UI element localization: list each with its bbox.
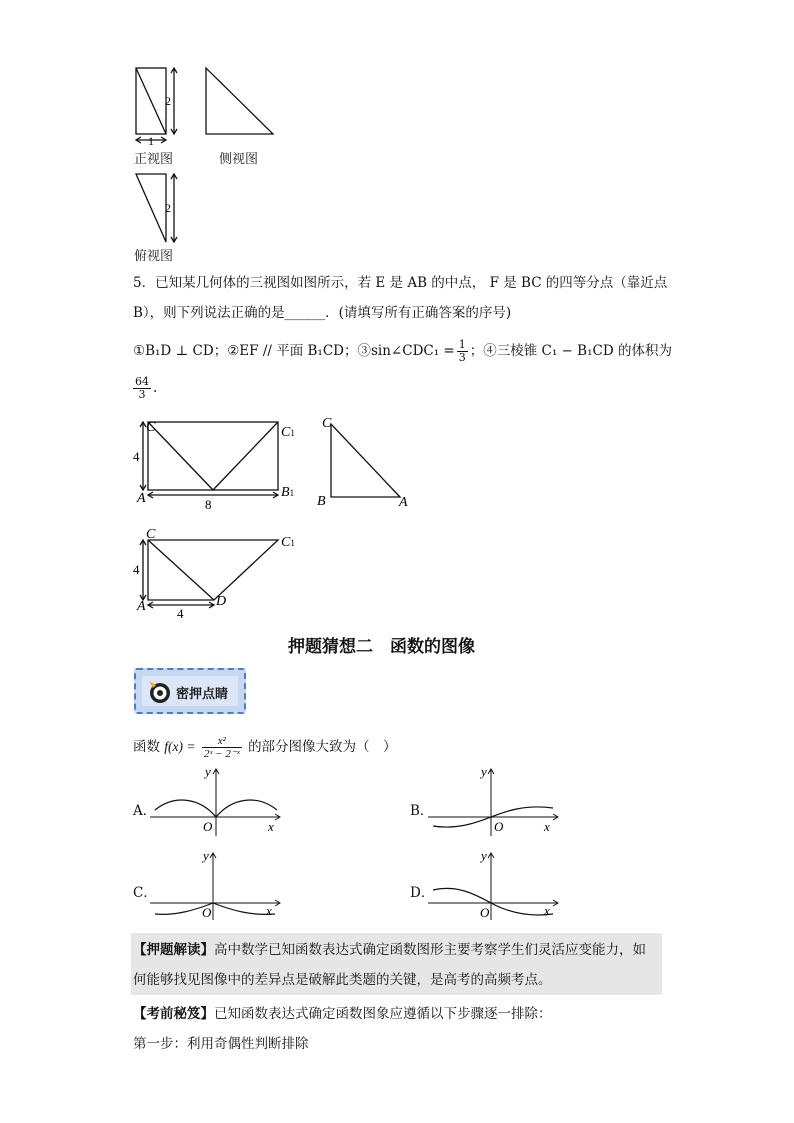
dim-h: 4 xyxy=(133,449,140,464)
graph-c xyxy=(150,848,285,920)
side-view-triangle xyxy=(206,68,273,134)
side-view-caption: 侧视图 xyxy=(219,152,259,167)
label-B1: B1 xyxy=(281,485,295,500)
front-v-lines xyxy=(148,422,278,490)
dim-1-front: 1 xyxy=(148,134,154,148)
q5-options xyxy=(133,339,672,364)
front-view-diagonal xyxy=(136,68,166,134)
badge-label: 密押点睛 xyxy=(176,687,229,702)
graph-b-y: y xyxy=(481,764,487,779)
graph-c-x: x xyxy=(266,903,272,918)
graph-d xyxy=(428,848,563,920)
bottom-diagonal xyxy=(148,540,214,600)
interpretation-line-1 xyxy=(133,940,646,960)
label-A: A xyxy=(137,491,146,506)
q-fx: f(x) = xyxy=(164,739,196,754)
graph-a-x: x xyxy=(268,819,274,834)
q-prefix: 函数 xyxy=(133,739,160,755)
q5-opt-2: ②EF // 平面 B₁CD； xyxy=(227,343,358,359)
option-b-label: B． xyxy=(410,803,434,819)
tips-line xyxy=(133,1004,552,1024)
bottom-quad xyxy=(148,540,278,600)
graph-b xyxy=(428,764,563,836)
side-label-C: C xyxy=(322,416,332,431)
graph-a xyxy=(150,764,285,836)
q5-vol-num: 64 xyxy=(135,375,149,388)
tips-label: 【考前秘笈】 xyxy=(133,1006,214,1022)
graph-d-x: x xyxy=(544,903,550,918)
graph-b-x: x xyxy=(544,819,550,834)
q5-line-2: B），则下列说法正确的是______．(请填写所有正确答案的序号) xyxy=(133,305,512,321)
q5-line-1: 5．已知某几何体的三视图如图所示，若 E 是 AB 的中点， F 是 BC 的四等分点（靠近点 xyxy=(133,275,668,291)
side-label-A: A xyxy=(399,495,408,510)
function-question xyxy=(133,735,397,760)
interpretation-text-1: 高中数学已知函数表达式确定函数图形主要考察学生们灵活应变能力，如 xyxy=(214,942,646,958)
dim-w: 8 xyxy=(205,497,212,512)
dim-2-front: 2 xyxy=(165,94,171,108)
curve-c xyxy=(155,903,275,914)
q5-volume xyxy=(131,376,157,401)
dim-2-top: 2 xyxy=(165,201,171,215)
q5-opt-3: ③sin∠CDC₁ = xyxy=(357,343,455,359)
graph-c-y: y xyxy=(203,848,209,863)
curve-d xyxy=(433,888,553,915)
top-view-caption: 俯视图 xyxy=(134,249,174,264)
graph-a-y: y xyxy=(205,764,211,779)
graph-d-y: y xyxy=(481,848,487,863)
target-icon xyxy=(147,679,173,705)
side-triangle xyxy=(331,424,400,497)
bottom-label-C1: C1 xyxy=(281,535,295,550)
q5-opt-1: ①B₁D ⊥ CD； xyxy=(133,343,228,359)
front-view-caption: 正视图 xyxy=(134,152,174,167)
q5-opt3-num: 1 xyxy=(458,338,466,351)
side-label-B: B xyxy=(317,494,326,509)
label-C: C xyxy=(146,420,156,435)
bottom-label-C: C xyxy=(146,527,156,542)
bottom-label-D: D xyxy=(216,594,227,609)
q5-volume-fraction xyxy=(133,376,151,401)
three-view-figure-2 xyxy=(128,412,428,622)
dim-bot-w: 4 xyxy=(177,606,184,621)
secret-badge xyxy=(134,668,246,714)
bottom-label-A: A xyxy=(137,599,146,614)
q5-opt3-den: 3 xyxy=(458,351,466,364)
q5-opt3-fraction xyxy=(457,339,468,364)
q5-vol-den: 3 xyxy=(138,388,146,401)
q-suffix: 的部分图像大致为（ ） xyxy=(248,739,397,755)
q5-opt-4: ；④三棱锥 C₁ − B₁CD 的体积为 xyxy=(469,343,672,359)
graph-d-origin: O xyxy=(480,905,490,920)
option-d-label: D． xyxy=(410,885,435,901)
q-den: 2ˣ − 2⁻ˣ xyxy=(203,748,240,760)
option-c-label: C． xyxy=(133,885,157,901)
option-a-label: A． xyxy=(133,803,157,819)
top-view-triangle xyxy=(136,174,166,242)
interpretation-label: 【押题解读】 xyxy=(133,942,214,958)
tips-text: 已知函数表达式确定函数图象应遵循以下步骤逐一排除： xyxy=(214,1006,552,1022)
q-fraction xyxy=(202,735,242,760)
dim-bot-h: 4 xyxy=(133,562,140,577)
tips-step-1: 第一步：利用奇偶性判断排除 xyxy=(133,1036,309,1052)
graph-b-origin: O xyxy=(494,819,504,834)
front-rect xyxy=(148,422,278,490)
q-num: x² xyxy=(202,735,242,748)
label-C1: C1 xyxy=(281,425,295,440)
graph-c-origin: O xyxy=(202,905,212,920)
section-title: 押题猜想二 函数的图像 xyxy=(288,637,475,657)
q5-vol-end: . xyxy=(153,380,158,396)
graph-a-origin: O xyxy=(203,819,213,834)
interpretation-line-2: 何能够找见图像中的差异点是破解此类题的关键，是高考的高频考点。 xyxy=(133,972,552,988)
